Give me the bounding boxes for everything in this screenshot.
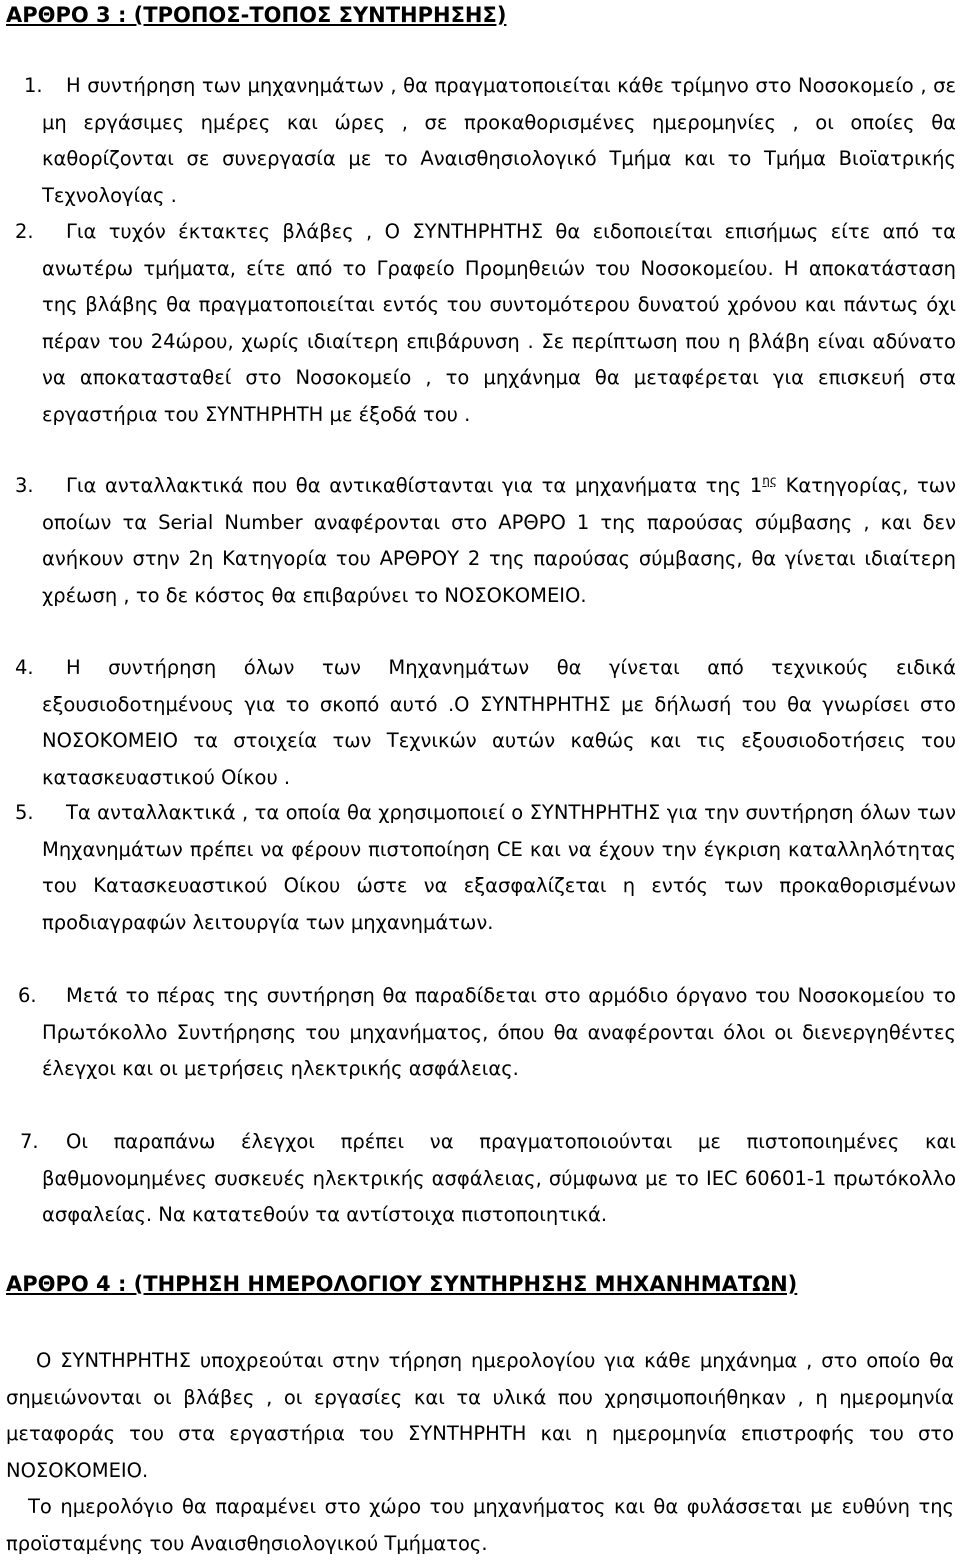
list-item-2 <box>0 214 960 434</box>
list-item-text: Για τυχόν έκτακτες βλάβες , Ο ΣΥΝΤΗΡΗΤΗΣ θα ειδοποιείται επισήμως είτε από τα ανωτέρω τμήματα, είτε από το Γραφείο Προμηθειών του Νοσοκομείου. Η αποκατάσταση της βλάβης θα πραγματοποιείται εντός του συντομότερου δυνατού χρόνου και πάντως όχι πέραν του 24ώρου, χωρίς ιδιαίτερη επιβάρυνση . Σε περίπτωση που η βλάβη είναι αδύνατο να αποκατασταθεί στο Νοσοκομείο , το μηχάνημα θα μεταφέρεται για επισκευή στα εργαστήρια του ΣΥΝΤΗΡΗΤΗ με έξοδά του . <box>42 220 956 426</box>
list-item-text: Οι παραπάνω έλεγχοι πρέπει να πραγματοποιούνται με πιστοποιημένες και βαθμονομημένες συσκευές ηλεκτρικής ασφάλειας, σύμφωνα με το IEC 60601-1 πρωτόκολλο ασφαλείας. Να κατατεθούν τα αντίστοιχα πιστοποιητικά. <box>42 1130 956 1227</box>
list-item-6 <box>0 978 960 1088</box>
list-item-text: Η συντήρηση των μηχανημάτων , θα πραγματοποιείται κάθε τρίμηνο στο Νοσοκομείο , σε μη εργάσιμες ημέρες και ώρες , σε προκαθορισμένες ημερομηνίες , οι οποίες θα καθορίζονται σε συνεργασία με το Αναισθησιολογικό Τμήμα και το Τμήμα Βιοϊατρικής Τεχνολογίας . <box>42 74 956 207</box>
ordinal-suffix: ης <box>762 473 777 488</box>
list-item-number: 2. <box>15 220 34 243</box>
article-4-paragraph-1: Ο ΣΥΝΤΗΡΗΤΗΣ υποχρεούται στην τήρηση ημερολογίου για κάθε μηχάνημα , στο οποίο θα σημειώνονται οι βλάβες , οι εργασίες και τα υλικά που χρησιμοποιήθηκαν , η ημερομηνία μεταφοράς του στα εργαστήρια του ΣΥΝΤΗΡΗΤΗ και η ημερομηνία επιστροφής του στο ΝΟΣΟΚΟΜΕΙΟ. <box>6 1349 954 1482</box>
list-item-number: 6. <box>18 984 37 1007</box>
list-item-text <box>0 468 960 614</box>
list-item-text: Τα ανταλλακτικά , τα οποία θα χρησιμοποιεί ο ΣΥΝΤΗΡΗΤΗΣ για την συντήρηση όλων των Μηχανημάτων πρέπει να φέρουν πιστοποίηση CE και να έχουν την έγκριση καταλληλότητας του Κατασκευαστικού Οίκου ώστε να εξασφαλίζεται η εντός των προκαθορισμένων προδιαγραφών λειτουργία των μηχανημάτων. <box>42 801 956 934</box>
list-item-text-part: Για ανταλλακτικά που θα αντικαθίστανται για τα μηχανήματα της 1 <box>66 474 763 497</box>
article-4-title: ΑΡΘΡΟ 4 : (ΤΗΡΗΣΗ ΗΜΕΡΟΛΟΓΙΟΥ ΣΥΝΤΗΡΗΣΗΣ ΜΗΧΑΝΗΜΑΤΩΝ) <box>6 1272 798 1296</box>
list-item-text-part: Κατηγορίας, των οποίων τα Serial Number αναφέρονται στο ΑΡΘΡΟ 1 της παρούσας σύμβασης , και δεν ανήκουν στην 2η Κατηγορία του ΑΡΘΡΟΥ 2 της παρούσας σύμβασης, θα γίνεται ιδιαίτερη χρέωση , το δε κόστος θα επιβαρύνει το ΝΟΣΟΚΟΜΕΙΟ. <box>42 474 956 607</box>
list-item-text: Μετά το πέρας της συντήρηση θα παραδίδεται στο αρμόδιο όργανο του Νοσοκομείου το Πρωτόκολλο Συντήρησης του μηχανήματος, όπου θα αναφέρονται όλοι οι διενεργηθέντες έλεγχοι και οι μετρήσεις ηλεκτρικής ασφάλειας. <box>42 984 956 1081</box>
list-item-number: 5. <box>15 801 34 824</box>
list-item-5 <box>0 795 960 941</box>
list-item-number: 1. <box>24 74 43 97</box>
list-item-text: Η συντήρηση όλων των Μηχανημάτων θα γίνεται από τεχνικούς ειδικά εξουσιοδοτημένους για το σκοπό αυτό .Ο ΣΥΝΤΗΡΗΤΗΣ με δήλωσή του θα γνωρίσει στο ΝΟΣΟΚΟΜΕΙΟ τα στοιχεία των Τεχνικών αυτών καθώς και τις εξουσιοδοτήσεις του κατασκευαστικού Οίκου . <box>42 656 956 789</box>
list-item-1 <box>0 68 960 214</box>
list-item-number: 7. <box>20 1130 39 1153</box>
article-4-paragraph-2: Το ημερολόγιο θα παραμένει στο χώρο του μηχανήματος και θα φυλάσσεται με ευθύνη της προϊσταμένης του Αναισθησιολογικού Τμήματος. <box>6 1495 954 1555</box>
list-item-number: 3. <box>15 474 34 497</box>
list-item-4 <box>0 650 960 796</box>
list-item-3 <box>0 468 960 614</box>
article-3-title: ΑΡΘΡΟ 3 : (ΤΡΟΠΟΣ-ΤΟΠΟΣ ΣΥΝΤΗΡΗΣΗΣ) <box>6 3 507 27</box>
list-item-number: 4. <box>15 656 34 679</box>
list-item-7 <box>0 1124 960 1234</box>
